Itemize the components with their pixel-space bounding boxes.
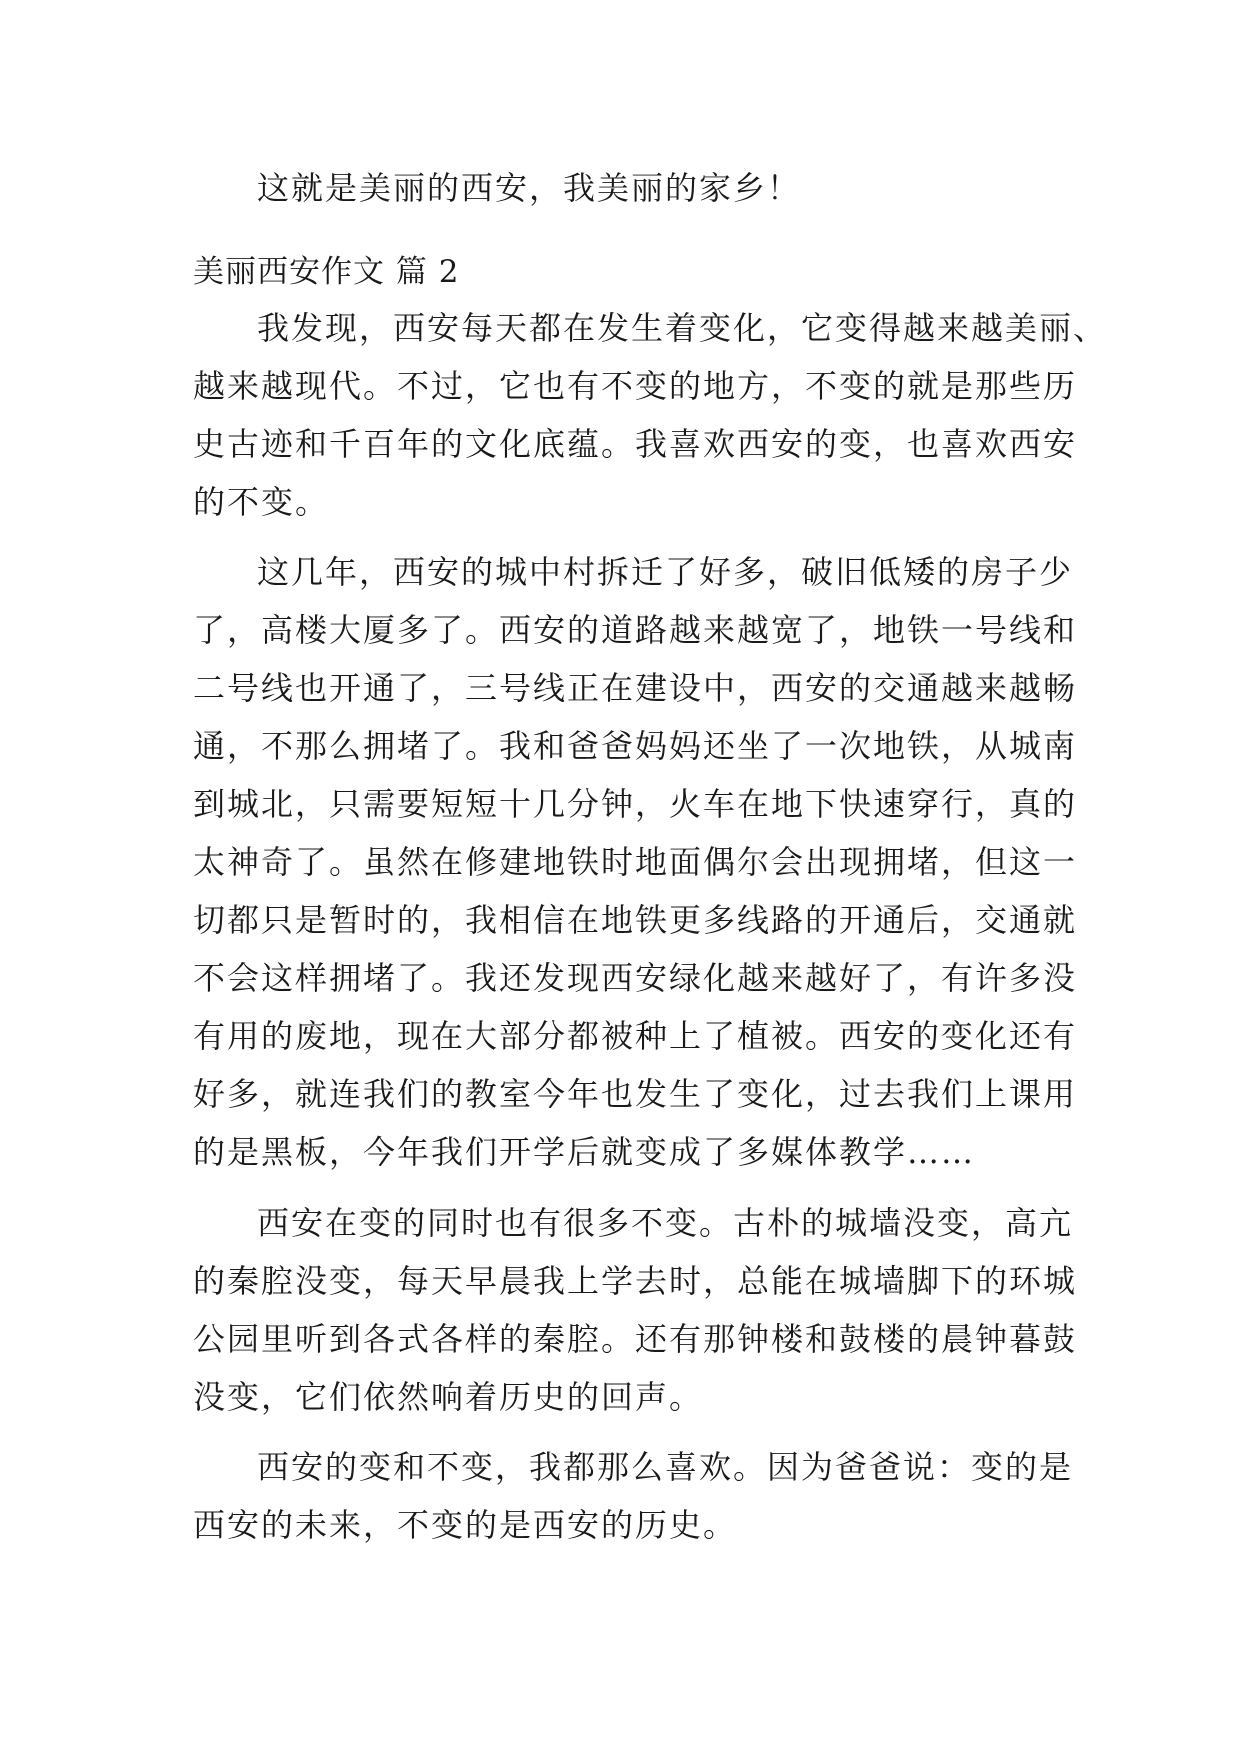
paragraph-line: 有用的废地，现在大部分都被种上了植被。西安的变化还有: [193, 1017, 1078, 1055]
paragraph-line: 西安的未来，不变的是西安的历史。: [193, 1506, 738, 1544]
paragraph-line: 到城北，只需要短短十几分钟，火车在地下快速穿行，真的: [193, 785, 1078, 823]
paragraph-line: 越来越现代。不过，它也有不变的地方，不变的就是那些历: [193, 367, 1078, 405]
paragraph-line: 二号线也开通了，三号线正在建设中，西安的交通越来越畅: [193, 669, 1078, 707]
paragraph-line: 西安的变和不变，我都那么喜欢。因为爸爸说：变的是: [257, 1448, 1074, 1486]
paragraph-line: 通，不那么拥堵了。我和爸爸妈妈还坐了一次地铁，从城南: [193, 727, 1078, 765]
paragraph-line: 没变，它们依然响着历史的回声。: [193, 1378, 704, 1416]
paragraph-line: 我发现，西安每天都在发生着变化，它变得越来越美丽、: [257, 309, 1108, 347]
closing-line: 这就是美丽的西安，我美丽的家乡！: [257, 169, 802, 207]
paragraph-line: 了，高楼大厦多了。西安的道路越来越宽了，地铁一号线和: [193, 611, 1078, 649]
paragraph-line: 史古迹和千百年的文化底蕴。我喜欢西安的变，也喜欢西安: [193, 425, 1078, 463]
paragraph-line: 公园里听到各式各样的秦腔。还有那钟楼和鼓楼的晨钟暮鼓: [193, 1320, 1078, 1358]
paragraph-line: 的是黑板，今年我们开学后就变成了多媒体教学……: [193, 1133, 976, 1171]
paragraph-line: 太神奇了。虽然在修建地铁时地面偶尔会出现拥堵，但这一: [193, 843, 1078, 881]
paragraph-line: 西安在变的同时也有很多不变。古朴的城墙没变，高亢: [257, 1204, 1074, 1242]
paragraph-line: 的不变。: [193, 483, 330, 521]
paragraph-line: 不会这样拥堵了。我还发现西安绿化越来越好了，有许多没: [193, 959, 1078, 997]
paragraph-line: 切都只是暂时的，我相信在地铁更多线路的开通后，交通就: [193, 901, 1078, 939]
paragraph-line: 的秦腔没变，每天早晨我上学去时，总能在城墙脚下的环城: [193, 1262, 1078, 1300]
paragraph-line: 这几年，西安的城中村拆迁了好多，破旧低矮的房子少: [257, 553, 1074, 591]
section-title: 美丽西安作文 篇 2: [193, 254, 460, 290]
paragraph-line: 好多，就连我们的教室今年也发生了变化，过去我们上课用: [193, 1075, 1078, 1113]
